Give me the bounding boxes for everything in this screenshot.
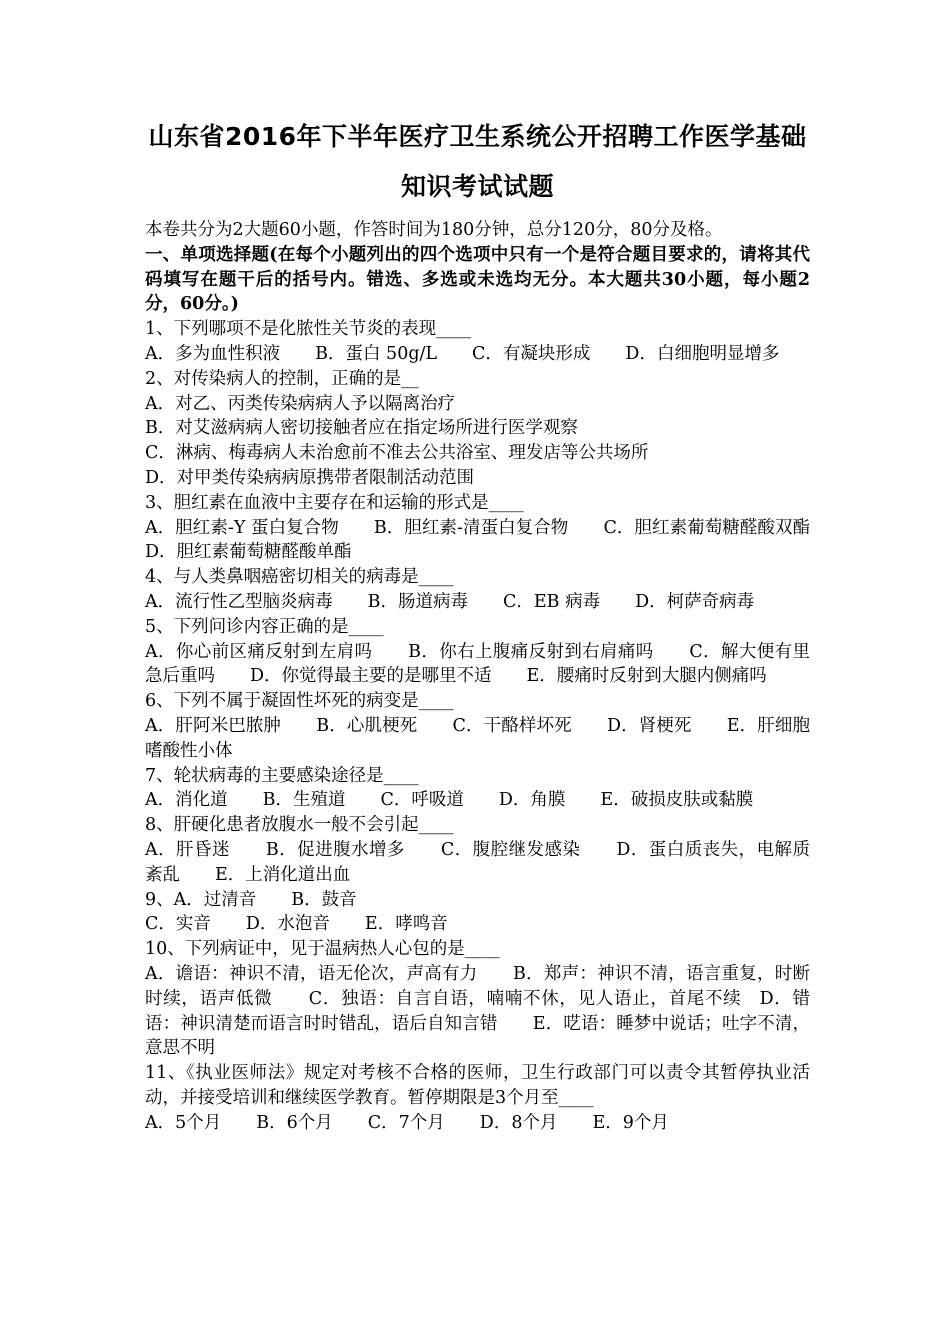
section1-heading: 一、单项选择题(在每个小题列出的四个选项中只有一个是符合题目要求的，请将其代码填写在题干后的括号内。错选、多选或未选均无分。本大题共30小题，每小题2分，60分。) (145, 244, 810, 315)
question-stem: 6、下列不属于凝固性坏死的病变是____ (145, 691, 454, 712)
question-stem: 5、下列问诊内容正确的是____ (145, 616, 384, 637)
question-options: A．肝昏迷 B．促进腹水增多 C．腹腔继发感染 D．蛋白质丧失，电解质紊乱 E．上消化道出血 (145, 839, 810, 885)
question-option: A．对乙、丙类传染病病人予以隔离治疗 (145, 393, 456, 414)
document-title-line1: 山东省2016年下半年医疗卫生系统公开招聘工作医学基础 (148, 122, 807, 151)
question-stem: 9、A．过清音 B．鼓音 (145, 889, 357, 910)
question-option: B．对艾滋病病人密切接触者应在指定场所进行医学观察 (145, 418, 578, 439)
question-option: C．淋病、梅毒病人未治愈前不准去公共浴室、理发店等公共场所 (145, 443, 649, 464)
question-options: C．实音 D．水泡音 E．哮鸣音 (145, 914, 448, 935)
question-6 (145, 689, 810, 763)
question-options: A．消化道 B．生殖道 C．呼吸道 D．角膜 E．破损皮肤或黏膜 (145, 790, 754, 811)
document-title-line2: 知识考试试题 (400, 172, 554, 201)
question-options: A．胆红素-Y 蛋白复合物 B．胆红素-清蛋白复合物 C．胆红素葡萄糖醛酸双酯 D．胆红素葡萄糖醛酸单酯 (145, 517, 828, 563)
question-option: D．对甲类传染病病原携带者限制活动范围 (145, 467, 475, 488)
question-options: A．肝阿米巴脓肿 B．心肌梗死 C．干酪样坏死 D．肾梗死 E．肝细胞嗜酸性小体 (145, 715, 810, 761)
question-3 (145, 491, 828, 565)
question-stem: 7、轮状病毒的主要感染途径是____ (145, 765, 419, 786)
question-8 (145, 813, 810, 887)
question-9 (145, 888, 810, 938)
question-stem: 1、下列哪项不是化脓性关节炎的表现____ (145, 319, 472, 340)
question-stem: 3、胆红素在血液中主要存在和运输的形式是____ (145, 492, 524, 513)
document-page (145, 112, 828, 1135)
question-options: A．多为血性积液 B．蛋白 50g/L C．有凝块形成 D．白细胞明显增多 (145, 343, 780, 364)
question-stem: 4、与人类鼻咽癌密切相关的病毒是____ (145, 567, 454, 588)
question-1 (145, 317, 810, 367)
question-options: A．5个月 B．6个月 C．7个月 D．8个月 E．9个月 (145, 1112, 669, 1133)
question-10 (145, 937, 810, 1061)
exam-intro: 本卷共分为2大题60小题，作答时间为180分钟，总分120分，80分及格。 (145, 220, 723, 240)
question-stem: 2、对传染病人的控制，正确的是__ (145, 368, 419, 389)
question-4 (145, 565, 810, 615)
question-options: A．流行性乙型脑炎病毒 B．肠道病毒 C．EB 病毒 D．柯萨奇病毒 (145, 591, 755, 612)
question-options: A．你心前区痛反射到左肩吗 B．你右上腹痛反射到右肩痛吗 C．解大便有里急后重吗 D．你觉得最主要的是哪里不适 E．腰痛时反射到大腿内侧痛吗 (145, 641, 810, 687)
question-5 (145, 615, 810, 689)
question-2 (145, 367, 810, 491)
question-11 (145, 1061, 810, 1135)
question-7 (145, 764, 810, 814)
question-stem: 10、下列病证中，见于温病热人心包的是____ (145, 939, 500, 960)
question-stem: 11、《执业医师法》规定对考核不合格的医师，卫生行政部门可以责令其暂停执业活动，并接受培训和继续医学教育。暂停期限是3个月至____ (145, 1063, 810, 1108)
question-options: A．谵语：神识不清，语无伦次，声高有力 B．郑声：神识不清，语言重复，时断时续，语声低微 C．独语：自言自语，喃喃不休，见人语止，首尾不续 D．错语：神识清楚而语言时时错乱，语后自知言错 E．呓语：睡梦中说话；吐字不清，意思不明 (145, 963, 810, 1059)
question-stem: 8、肝硬化患者放腹水一般不会引起____ (145, 815, 454, 836)
